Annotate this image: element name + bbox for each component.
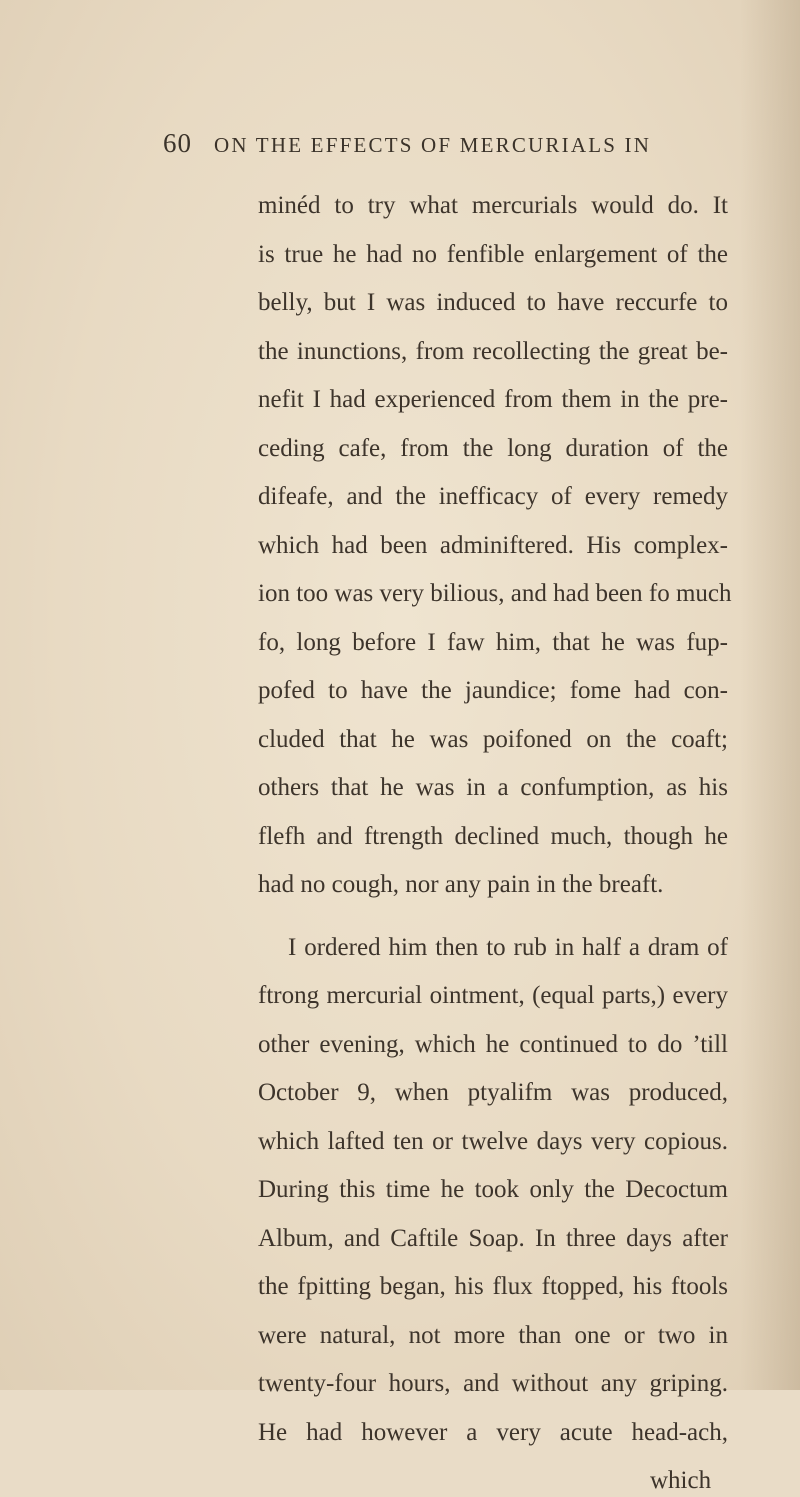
text-line: the fpitting began, his flux ftopped, his ftools: [258, 1273, 728, 1300]
text-line: twenty-four hours, and without any griping.: [258, 1370, 728, 1397]
text-line: had no cough, nor any pain in the breaft.: [258, 871, 664, 898]
text-line: belly, but I was induced to have reccurfe to: [258, 289, 728, 316]
text-line: I ordered him then to rub in half a dram of: [288, 933, 728, 961]
text-line: ftrong mercurial ointment, (equal parts,) every: [258, 982, 728, 1009]
text-line: others that he was in a confumption, as his: [258, 774, 728, 801]
text-line: which lafted ten or twelve days very copious.: [258, 1127, 728, 1155]
text-line: He had however a very acute head-ach,: [258, 1418, 728, 1446]
text-line: nefit I had experienced from them in the pre-: [258, 386, 728, 413]
text-line: which had been adminiftered. His complex-: [258, 531, 728, 559]
text-line: other evening, which he continued to do ’till: [258, 1030, 728, 1058]
text-line: October 9, when ptyalifm was produced,: [258, 1079, 728, 1106]
text-line: flefh and ftrength declined much, though he: [258, 822, 728, 850]
catchword: which: [650, 1467, 712, 1494]
text-line: minéd to try what mercurials would do. It: [258, 192, 728, 219]
text-line: During this time he took only the Decoctum: [258, 1176, 728, 1203]
running-head-title: ON THE EFFECTS OF MERCURIALS IN: [214, 133, 652, 157]
text-line: fo, long before I faw him, that he was fup-: [258, 628, 728, 656]
text-line: difeafe, and the inefficacy of every remedy: [258, 483, 728, 510]
text-line: the inunctions, from recollecting the great be-: [258, 337, 728, 365]
text-line: pofed to have the jaundice; fome had con-: [258, 677, 728, 704]
text-line: ion too was very bilious, and had been fo much: [258, 580, 732, 607]
text-line: ceding cafe, from the long duration of the: [258, 434, 728, 462]
text-line: cluded that he was poifoned on the coaft;: [258, 725, 728, 753]
text-line: were natural, not more than one or two in: [258, 1321, 728, 1349]
text-line: is true he had no fenfible enlargement of the: [258, 240, 728, 268]
page-number: 60: [163, 128, 192, 158]
text-line: Album, and Caftile Soap. In three days after: [258, 1224, 728, 1252]
